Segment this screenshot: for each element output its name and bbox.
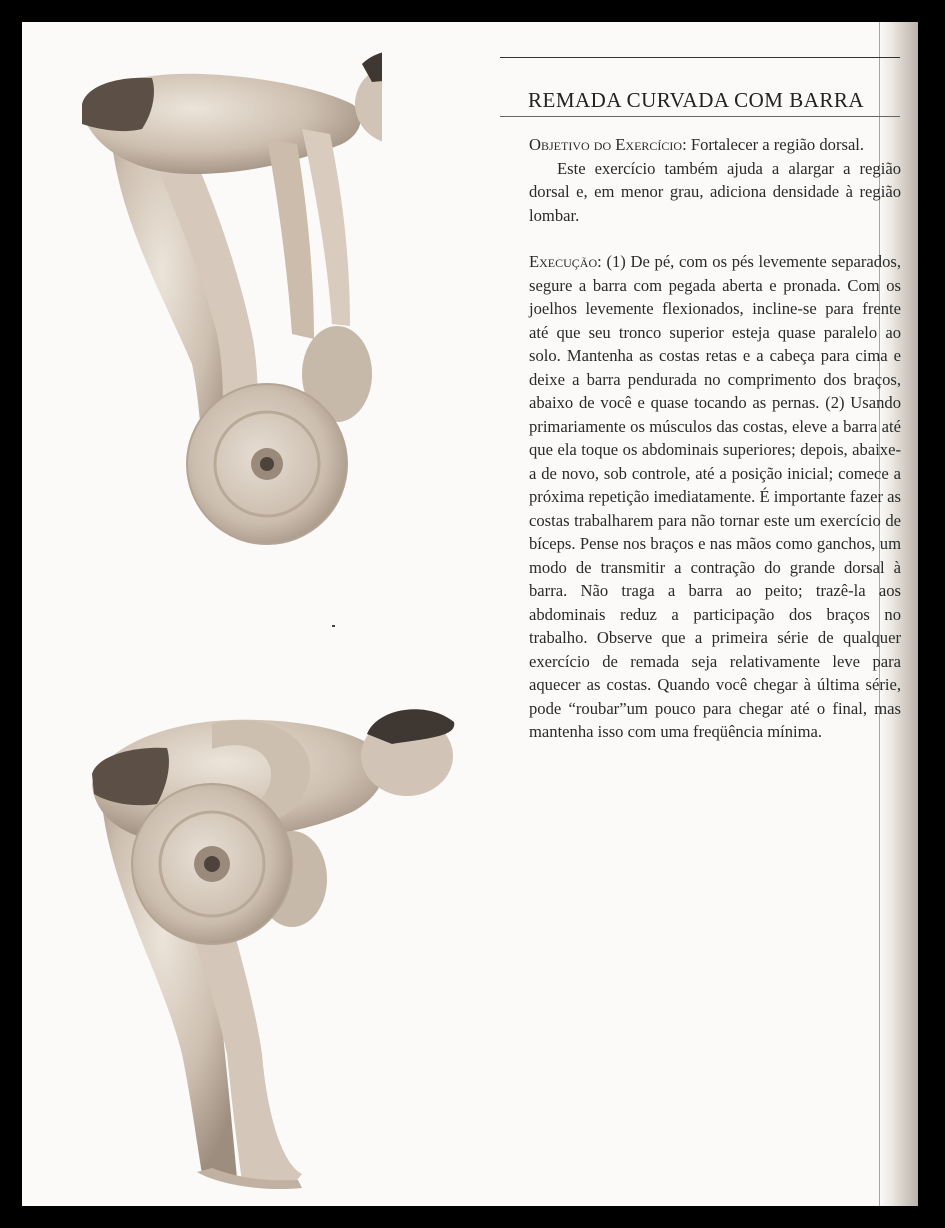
execution-paragraph (529, 250, 901, 744)
paragraph-gap (529, 227, 901, 250)
section-title: REMADA CURVADA COM BARRA (528, 88, 865, 112)
execution-text: (1) De pé, com os pés levemente separados, segure a barra com pegada aberta e pronada. Com os joelhos levemente flexionados, incline-se para frente até que seu tronco superior esteja quase paralelo ao solo. Mantenha as costas retas e a cabeça para cima e deixe a barra pendurada no comprimento dos braços, abaixo de você e quase tocando as pernas. (2) Usando primariamente os músculos das costas, eleve a barra até que ela toque os abdominais superiores; depois, abaixe-a de novo, sob controle, até a posição inicial; comece a próxima repetição imediatamente. É importante fazer as costas trabalharem para não tornar este um exercício de bíceps. Pense nos braços e nas mãos como ganchos, um modo de transmitir a contração do grande dorsal à barra. Não traga a barra ao peito; trazê-la aos abdominais reduz a participação dos braços no trabalho. Observe que a primeira série de qualquer exercício de remada seja relativamente leve para aquecer as costas. Quando você chegar à última série, pode “roubar”um pouco para chegar até o final, mas mantenha isso com uma freqüência mínima. (529, 252, 901, 741)
execution-label: Execução: (529, 252, 602, 271)
objective-paragraph (529, 133, 901, 157)
photo-bent-over-row-top-position (62, 694, 482, 1198)
section-title-underline (500, 116, 900, 117)
photo-bent-over-row-start (52, 34, 382, 554)
objective-label: Objetivo do Exercício: (529, 135, 687, 154)
book-page (22, 22, 918, 1206)
objective-text: Fortalecer a região dorsal. (686, 135, 865, 154)
objective-note: Este exercício também ajuda a alargar a região dorsal e, em menor grau, adiciona densidade à região lombar. (529, 158, 901, 225)
section-top-rule (500, 57, 900, 58)
print-speck (332, 625, 335, 627)
exercise-description (529, 133, 901, 744)
